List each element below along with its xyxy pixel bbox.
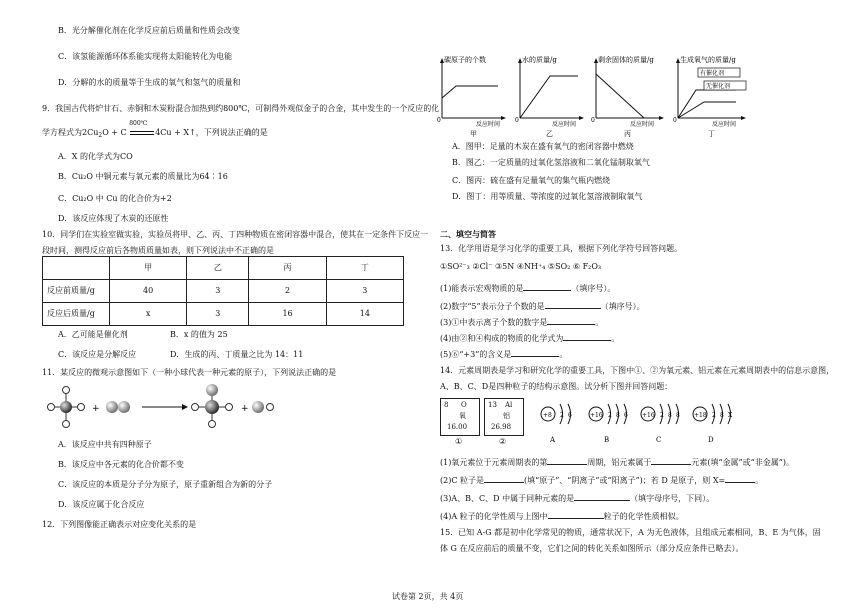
q10-option-b[interactable]: B．x 的值为 25 (170, 330, 228, 339)
page-footer: 试卷第 2页，共 4页 (392, 592, 464, 601)
table-header-cell: 丙 (249, 257, 326, 280)
q13-sub1: (1)能表示宏观物质的是 （填序号）。 (440, 284, 616, 293)
svg-text:+16: +16 (642, 412, 655, 419)
q11-option-a[interactable]: A．该反应中共有四种原子 (58, 440, 152, 449)
cell-label: ① (455, 437, 463, 446)
q9-equation-part3: 4Cu + X↑，下列说法正确的是 (155, 128, 268, 137)
svg-text:8: 8 (720, 412, 724, 419)
legend-with-catalyst: 有催化剂 (700, 70, 725, 77)
reaction-arrow-head (182, 404, 188, 410)
table-cell: 14 (326, 303, 403, 326)
table-cell: 3 (187, 303, 249, 326)
svg-text:8: 8 (668, 412, 672, 419)
graph-name: 丙 (624, 130, 631, 138)
q12-option-d[interactable]: D．图丁：用等质量、等浓度的过氧化氢溶液制取氧气 (452, 192, 643, 201)
q9-stem-line1: 9．我国古代将炉甘石、赤铜和木炭粉混合加热到约800℃，可制得外观似金子的合金，其中发生的一个反应的化 (42, 104, 440, 113)
q10-option-d[interactable]: D．生成的丙、丁质量之比为 14：11 (170, 350, 304, 359)
q13-sub2: (2)数字“5”表示分子个数的是 （填序号）。 (440, 302, 645, 311)
reactant-molecule-2 (106, 401, 130, 413)
q11-option-b[interactable]: B．该反应中各元素的化合价都不变 (58, 460, 184, 469)
svg-text:+8: +8 (543, 412, 552, 419)
answer-blank[interactable] (511, 348, 559, 357)
q14-sub1: (1)氧元素位于元素周期表的第 周期，铝元素属于 元素(填“金属”或“非金属”)。 (440, 458, 794, 467)
q9-reaction-arrow (129, 120, 155, 137)
svg-text:2: 2 (660, 412, 664, 419)
reactant-molecule-1 (48, 387, 85, 428)
table-cell: 反应后质量/g (43, 303, 110, 326)
q12-graphs (432, 54, 762, 138)
graph-ding (673, 55, 746, 138)
cell-label: ② (499, 437, 507, 446)
answer-blank[interactable] (523, 282, 571, 291)
svg-text:D: D (708, 436, 714, 444)
table-row (43, 303, 404, 326)
section-heading: 二、填空与简答 (440, 229, 496, 239)
q8-option-b[interactable]: B．光分解催化剂在化学反应前后质量和性质会改变 (58, 26, 240, 35)
graph-name: 丁 (708, 130, 715, 138)
graph-y-label: 水的质量/g (522, 56, 557, 64)
graph-origin: 0 (515, 117, 519, 124)
svg-text:6: 6 (624, 412, 628, 419)
q10-table (42, 256, 404, 326)
answer-blank[interactable] (563, 332, 611, 341)
graph-name: 乙 (546, 130, 553, 138)
table-header-cell: 丁 (326, 257, 403, 280)
q13-sub4: (4)由②和④构成的物质的化学式为 。 (440, 334, 620, 343)
answer-blank[interactable] (484, 474, 524, 483)
q13-stem: 13．化学用语是学习化学的重要工具，根据下列化学符号回答问题。 (440, 244, 683, 253)
q10-stem-line1: 10．同学们在实验室做实验，实验员将甲、乙、丙、丁四种物质在密闭容器中混合，使其在一定条件下反应一 (42, 230, 429, 239)
atom-structure-diagrams (536, 398, 736, 446)
graph-origin: 0 (437, 117, 441, 124)
q9-option-b[interactable]: B．Cu₂O 中铜元素与氧元素的质量比为64∶16 (58, 172, 228, 181)
q9-stem-line2: 学方程式为$2Cu_2O + C$ 800℃ 4Cu + X↑，下列说法正确的是 (42, 120, 268, 139)
svg-text:2: 2 (560, 412, 564, 419)
q12-stem: 12．下列图像能正确表示对应变化关系的是 (42, 520, 197, 529)
svg-text:2: 2 (608, 412, 612, 419)
table-header-row (43, 257, 404, 280)
q8-option-d[interactable]: D．分解的水的质量等于生成的氧气和氢气的质量和 (58, 78, 241, 87)
q9-condition: 800℃ (129, 120, 148, 127)
plus-sign: + (92, 404, 100, 414)
q9-equation-part2: O + C (102, 128, 127, 137)
graph-name: 甲 (470, 130, 477, 138)
graph-x-label: 反应时间 (630, 121, 655, 128)
answer-blank[interactable] (651, 456, 691, 465)
q9-option-d[interactable]: D．该反应体现了木炭的还原性 (58, 214, 169, 223)
q14-stem-line1: 14．元素周期表是学习和研究化学的重要工具，下图中①、②为氧元素、铝元素在元素周期表中的信息示意图， (440, 366, 835, 375)
table-header-cell: 甲 (110, 257, 187, 280)
q9-option-c[interactable]: C．Cu₂O 中 Cu 的化合价为+2 (58, 194, 172, 203)
q9-equation-part1: 学方程式为2Cu (42, 128, 99, 137)
q10-option-a[interactable]: A．乙可能是催化剂 (58, 330, 128, 339)
q12-option-b[interactable]: B．图乙：一定质量的过氧化氢溶液和二氧化锰制取氧气 (452, 158, 650, 167)
answer-blank[interactable] (547, 456, 587, 465)
svg-text:X: X (728, 412, 733, 419)
q15-stem-line2: 体 G 在反应前后的质量不变，它们之间的转化关系如图所示（部分反应条件已略去）。 (440, 544, 744, 553)
svg-text:+16: +16 (590, 412, 603, 419)
q12-option-c[interactable]: C．图丙：硫在盛有足量氧气的集气瓶内燃烧 (452, 176, 611, 185)
answer-blank[interactable] (547, 316, 595, 325)
answer-blank[interactable] (725, 474, 755, 483)
q14-sub2: (2)C 粒子是 (填“原子”、“阴离子”或“阳离子”)；若 D 是原子，则 X= 。 (440, 476, 764, 485)
answer-blank[interactable] (574, 492, 630, 501)
svg-text:B: B (604, 436, 610, 444)
svg-text:C: C (656, 436, 662, 444)
table-cell: 反应前质量/g (43, 280, 110, 303)
atom-diagram-d (693, 404, 733, 444)
q11-reaction-diagram (44, 382, 294, 432)
graph-jia (437, 55, 506, 138)
atom-diagram-b (589, 404, 628, 444)
table-row (43, 280, 404, 303)
periodic-cell-oxygen: 8 O 氧 16.00 (440, 398, 480, 436)
table-cell: 3 (326, 280, 403, 303)
answer-blank[interactable] (548, 510, 604, 519)
q11-option-d[interactable]: D．该反应属于化合反应 (58, 500, 145, 509)
q14-stem-line2: A、B、C、D是四种粒子的结构示意图。试分析下图并回答问题： (440, 382, 673, 391)
q14-sub4: (4)A 粒子的化学性质与上图中 粒子的化学性质相似。 (440, 512, 684, 521)
table-header-cell (43, 257, 110, 280)
legend-without-catalyst: 无催化剂 (706, 83, 731, 90)
atom-diagram-c (641, 404, 680, 444)
svg-text:A: A (550, 436, 556, 444)
svg-text:2: 2 (712, 412, 716, 419)
product-molecule-2 (252, 401, 274, 413)
svg-text:+18: +18 (694, 412, 707, 419)
graph-x-label: 反应时间 (476, 121, 501, 128)
graph-yi (515, 55, 584, 138)
plus-sign: + (241, 404, 249, 414)
q11-option-c[interactable]: C．该反应的本质是分子分为原子，原子重新组合为新的分子 (58, 480, 273, 489)
graph-origin: 0 (673, 117, 677, 124)
product-molecule-1 (192, 384, 233, 428)
q13-symbols: ①SO²⁻₃ ②Cl⁻ ③5N ④NH⁺₄ ⑤SO₂ ⑥ F₂O₃ (440, 262, 602, 271)
graph-y-label: 碳原子的个数 (444, 56, 486, 64)
table-header-cell: 乙 (187, 257, 249, 280)
q9-option-a[interactable]: A．X 的化学式为CO (58, 152, 133, 161)
answer-blank[interactable] (545, 300, 601, 309)
q12-option-a[interactable]: A．图甲：足量的木炭在盛有氧气的密闭容器中燃烧 (452, 142, 634, 151)
table-cell: 16 (249, 303, 326, 326)
svg-text:8: 8 (616, 412, 620, 419)
periodic-cell-aluminum: 13 Al 铝 26.98 (484, 398, 524, 436)
svg-text:8: 8 (676, 412, 680, 419)
q8-option-c[interactable]: C．该氢能源循环体系能实现将太阳能转化为电能 (58, 52, 233, 61)
table-cell: 3 (187, 280, 249, 303)
table-cell: 2 (249, 280, 326, 303)
q15-stem-line1: 15．已知 A-G 都是初中化学常见的物质，通常状况下，A 为无色液体，且组成元素相同，B、E 为气体，固 (440, 528, 821, 537)
graph-x-label: 反应时间 (552, 121, 577, 128)
svg-text:6: 6 (568, 412, 572, 419)
graph-bing (591, 55, 664, 138)
graph-x-label: 反应时间 (712, 121, 737, 128)
q10-stem-line2: 段时间，测得反应前后各物质质量如表，则下列说法中不正确的是 (42, 246, 274, 255)
q14-sub3: (3)A、B、C、D 中属于同种元素的是 （填字母序号，下同）。 (440, 494, 715, 503)
q11-stem: 11．某反应的微观示意图如下（一种小球代表一种元素的原子），下列说法正确的是 (42, 368, 337, 377)
atom-diagram-a (541, 404, 572, 444)
graph-y-label: 剩余固体的质量/g (598, 56, 654, 64)
table-cell: x (110, 303, 187, 326)
graph-y-label: 生成氧气的质量/g (680, 56, 736, 64)
q10-option-c[interactable]: C．该反应是分解反应 (58, 350, 137, 359)
table-cell: 40 (110, 280, 187, 303)
q13-sub5: (5)⑥“+3”的含义是 。 (440, 350, 568, 359)
q13-sub3: (3)①中表示离子个数的数字是 。 (440, 318, 604, 327)
graph-origin: 0 (591, 117, 595, 124)
